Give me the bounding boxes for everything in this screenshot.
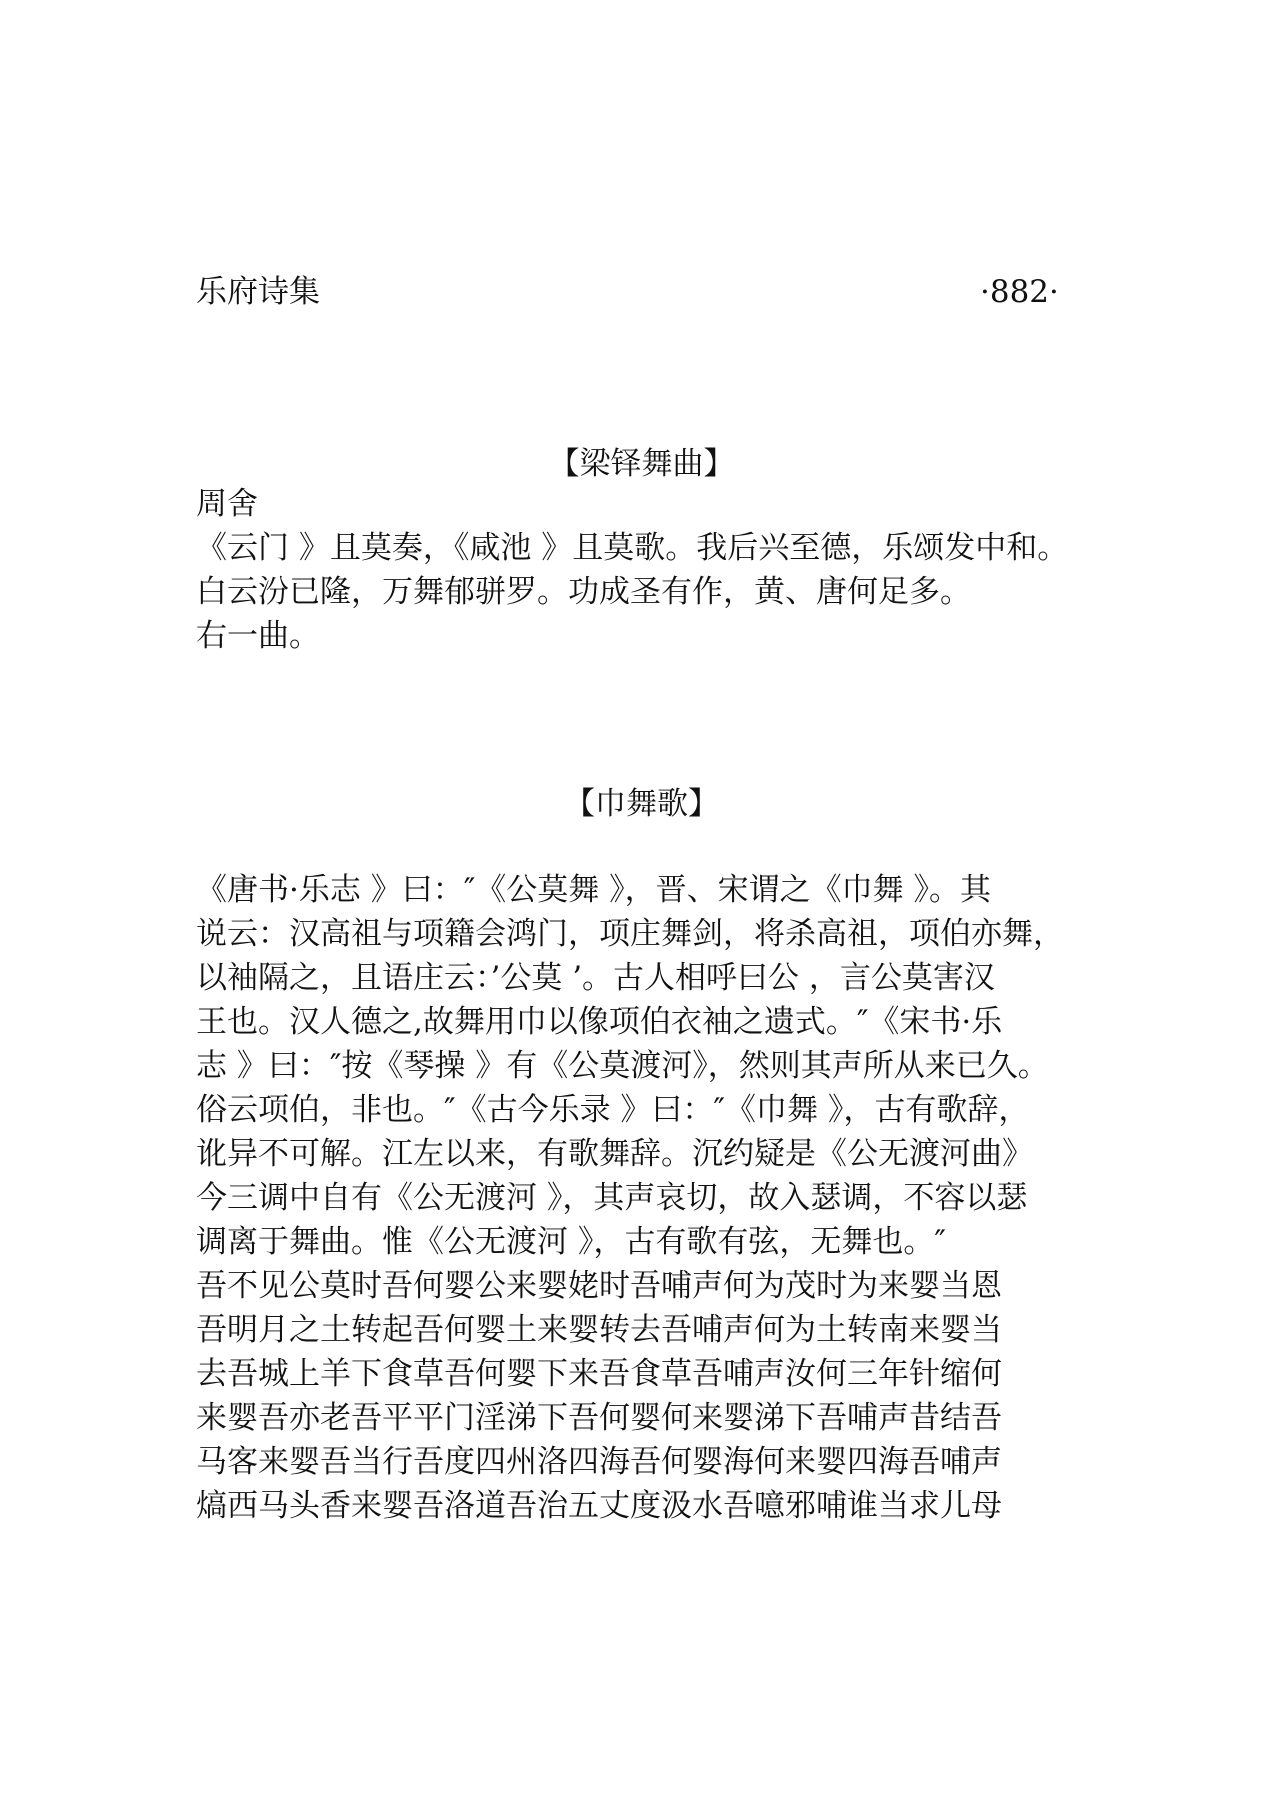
song-line: 马客来婴吾当行吾度四州洛四海吾何婴海何来婴四海吾哺声 [196, 1444, 1002, 1480]
text-line: 讹异不可解。江左以来，有歌舞辞。沉约疑是《公无渡河曲》 [196, 1136, 1033, 1172]
section-title-jinwu: 【巾舞歌】 [564, 786, 719, 822]
song-line: 来婴吾亦老吾平平门淫涕下吾何婴何来婴涕下吾哺声昔结吾 [196, 1400, 1002, 1436]
poem-line: 《云门 》且莫奏，《咸池 》且莫歌。我后兴至德，乐颂发中和。 [196, 530, 1069, 566]
text-line: 志 》曰：″按《琴操 》有《公莫渡河》，然则其声所从来已久。 [196, 1048, 1049, 1084]
text-line: 王也。汉人德之,故舞用巾以像项伯衣袖之遗式。″《宋书·乐 [196, 1004, 1003, 1040]
text-line: 俗云项伯，非也。″《古今乐录 》曰：″《巾舞 》，古有歌辞， [196, 1092, 1030, 1128]
text-line: 调离于舞曲。惟《公无渡河 》，古有歌有弦，无舞也。″ [196, 1224, 946, 1260]
text-line: 《唐书·乐志 》曰：″《公莫舞 》，晋、宋谓之《巾舞 》。其 [196, 872, 991, 908]
text-line: 说云：汉高祖与项籍会鸿门，项庄舞剑，将杀高祖，项伯亦舞， [196, 916, 1064, 952]
page-number: ·882· [980, 274, 1059, 310]
song-line: 去吾城上羊下食草吾何婴下来吾食草吾哺声汝何三年针缩何 [196, 1356, 1002, 1392]
section-title-liang: 【梁铎舞曲】 [548, 446, 735, 482]
song-line: 吾明月之土转起吾何婴土来婴转去吾哺声何为土转南来婴当 [196, 1312, 1002, 1348]
song-line: 熇西马头香来婴吾洛道吾治五丈度汲水吾噫邪哺谁当求儿母 [196, 1488, 1002, 1524]
song-line: 吾不见公莫时吾何婴公来婴姥时吾哺声何为茂时为来婴当恩 [196, 1268, 1002, 1304]
text-line: 以袖隔之，且语庄云：’公莫 ’。古人相呼曰公 ，言公莫害汉 [196, 960, 995, 996]
book-title: 乐府诗集 [196, 274, 320, 310]
poem-line: 白云汾已隆，万舞郁骈罗。功成圣有作，黄、唐何足多。 [196, 574, 971, 610]
author: 周舍 [196, 486, 258, 522]
text-line: 今三调中自有《公无渡河 》，其声哀切，故入瑟调，不容以瑟 [196, 1180, 1028, 1216]
poem-note: 右一曲。 [196, 618, 320, 654]
